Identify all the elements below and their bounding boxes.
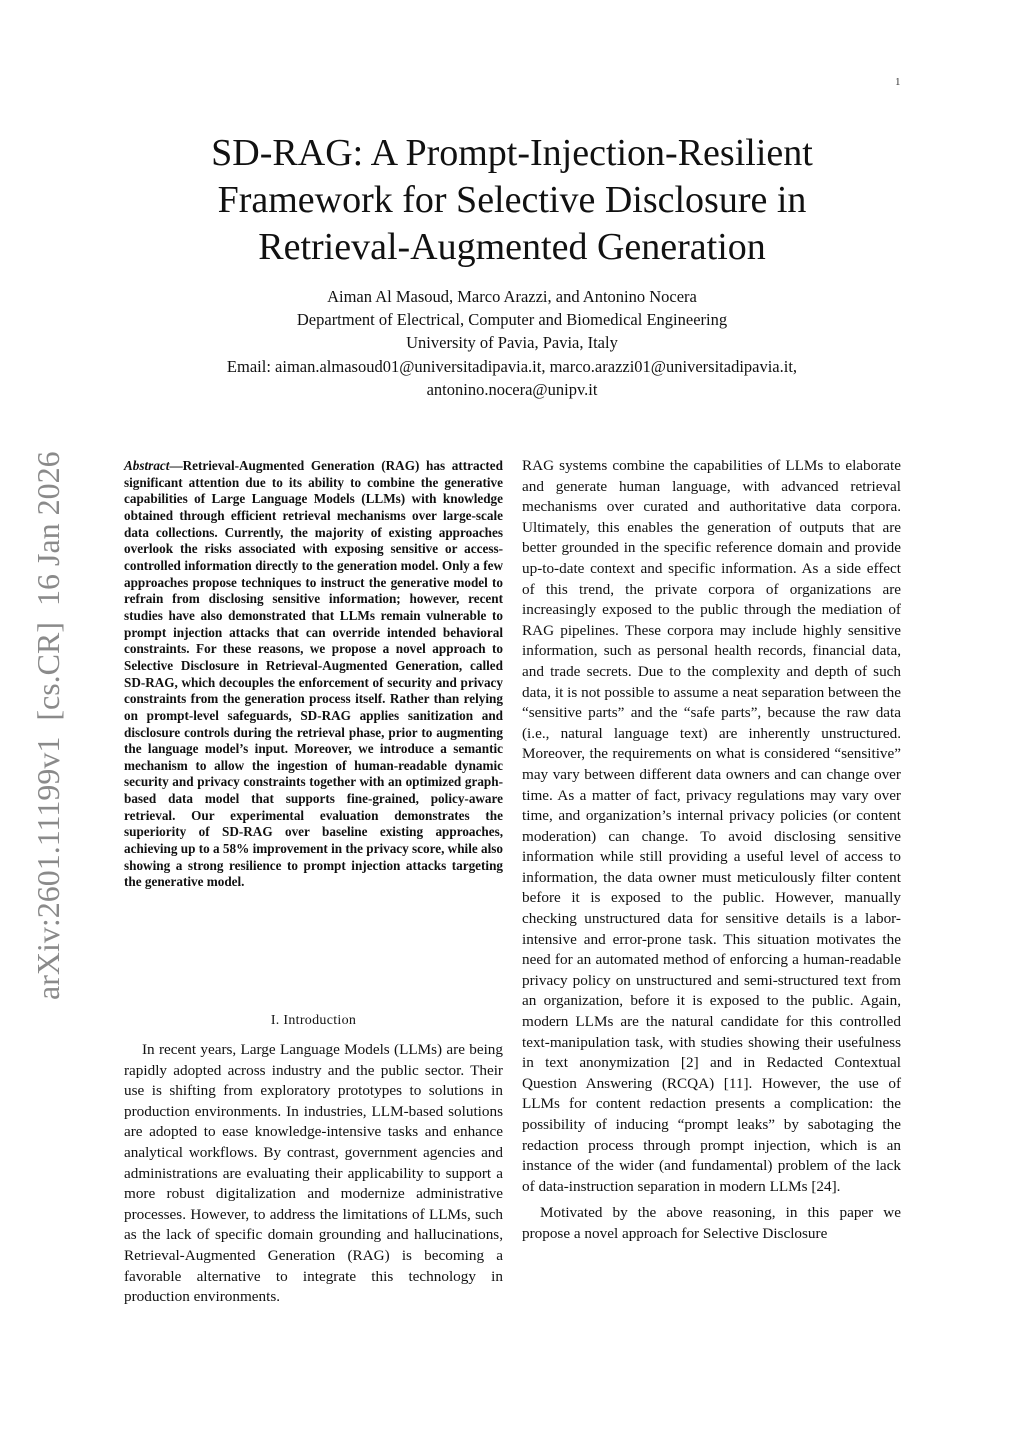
section-heading-introduction: I. Introduction xyxy=(270,1013,357,1028)
title-line: Retrieval-Augmented Generation xyxy=(258,226,766,268)
page-number: 1 xyxy=(895,76,901,88)
right-column xyxy=(522,456,901,1245)
author-university: University of Pavia, Pavia, Italy xyxy=(406,333,618,353)
author-department: Department of Electrical, Computer and Biomedical Engineering xyxy=(296,310,728,330)
abstract-label: Abstract xyxy=(124,458,170,473)
author-block xyxy=(150,285,874,401)
title-line: SD-RAG: A Prompt-Injection-Resilient xyxy=(211,132,813,174)
abstract xyxy=(124,458,503,891)
abstract-text: —Retrieval-Augmented Generation (RAG) has attracted significant attention due to its ability to combine the generative capabilities of Large Language Models (LLMs) with knowledge obtained through efficient retrieval mechanisms over large-scale data collections. Currently, the majority of existing approaches overlook the risks associated with exposing sensitive or access-controlled information directly to the generation model. Only a few approaches propose techniques to instruct the generative model to refrain from disclosing sensitive information; however, recent studies have also demonstrated that LLMs remain vulnerable to prompt injection attacks that can override intended behavioral constraints. For these reasons, we propose a novel approach to Selective Disclosure in Retrieval-Augmented Generation, called SD-RAG, which decouples the enforcement of security and privacy constraints from the generation process itself. Rather than relying on prompt-level safeguards, SD-RAG applies sanitization and disclosure controls during the retrieval phase, prior to augmenting the language model’s input. Moreover, we introduce a semantic mechanism to allow the ingestion of human-readable dynamic security and privacy constraints together with an optimized graph-based data model that supports fine-grained, policy-aware retrieval. Our experimental evaluation demonstrates the superiority of SD-RAG over baseline existing approaches, achieving up to a 58% improvement in the privacy score, while also showing a strong resilience to prompt injection attacks targeting the generative model. xyxy=(124,458,504,890)
introduction-paragraph: In recent years, Large Language Models (LLMs) are being rapidly adopted across industry and the public sector. Their use is shifting from exploratory prototypes to solutions in production environments. In industries, LLM-based solutions are adopted to ease knowledge-intensive tasks and enhance analytical workflows. By contrast, government agencies and administrations are evaluating their applicability to support a more robust digitalization and modernize administrative processes. However, to address the limitations of LLMs, such as the lack of specific domain grounding and hallucinations, Retrieval-Augmented Generation (RAG) is becoming a favorable alternative to integrate this technology in production environments. xyxy=(124,1041,503,1306)
author-emails-cont: antonino.nocera@unipv.it xyxy=(426,379,598,399)
introduction-paragraph: Motivated by the above reasoning, in this paper we propose a novel approach for Selective Disclosure xyxy=(522,1204,901,1242)
author-emails: Email: aiman.almasoud01@universitadipavia.it, marco.arazzi01@universitadipavia.it, xyxy=(226,356,798,376)
author-names: Aiman Al Masoud, Marco Arazzi, and Antonino Nocera xyxy=(327,287,697,306)
arxiv-stamp[interactable]: arXiv:2601.11199v1 [cs.CR] 16 Jan 2026 xyxy=(30,451,66,1000)
paper-title xyxy=(150,130,874,271)
title-line: Framework for Selective Disclosure in xyxy=(217,179,807,221)
introduction-paragraph: RAG systems combine the capabilities of LLMs to elaborate and generate human language, with advanced retrieval mechanisms over curated and authoritative data corpora. Ultimately, this enables the generation of outputs that are better grounded in the specific reference domain and provide up-to-date context and specific information. As a side effect of this trend, the private corpora of organizations are increasingly exposed to the public through the mediation of RAG pipelines. These corpora may include highly sensitive information, such as personal health records, financial data, and trade secrets. Due to the complexity and depth of such data, it is not possible to assume a neat separation between the “sensitive parts” and the “safe parts”, because the raw data (i.e., natural language text) are inherently unstructured. Moreover, the requirements on what is considered “sensitive” may vary between different data owners and can change over time. As a matter of fact, privacy regulations may vary over time, and organization’s internal privacy policies (or content moderation) can change. To avoid disclosing sensitive information while still providing a useful level of access to information, the data owner must meticulously filter content before it is exposed to the public. However, manually checking unstructured data for sensitive details is a labor-intensive and error-prone task. This situation motivates the need for an automated method of enforcing a human-readable privacy policy on unstructured and semi-structured text from an organization, before it is exposed to the public. Again, modern LLMs are the natural candidate for this controlled text-manipulation task, with studies showing their usefulness in text anonymization [2] and in Redacted Contextual Question Answering (RCQA) [11]. However, the use of LLMs for content redaction presents a complication: the possibility of inducing “prompt leaks” by sabotaging the redaction process through prompt injection, which is an instance of the wider (and fundamental) problem of the lack of data-instruction separation in modern LLMs [24]. xyxy=(522,457,901,1195)
